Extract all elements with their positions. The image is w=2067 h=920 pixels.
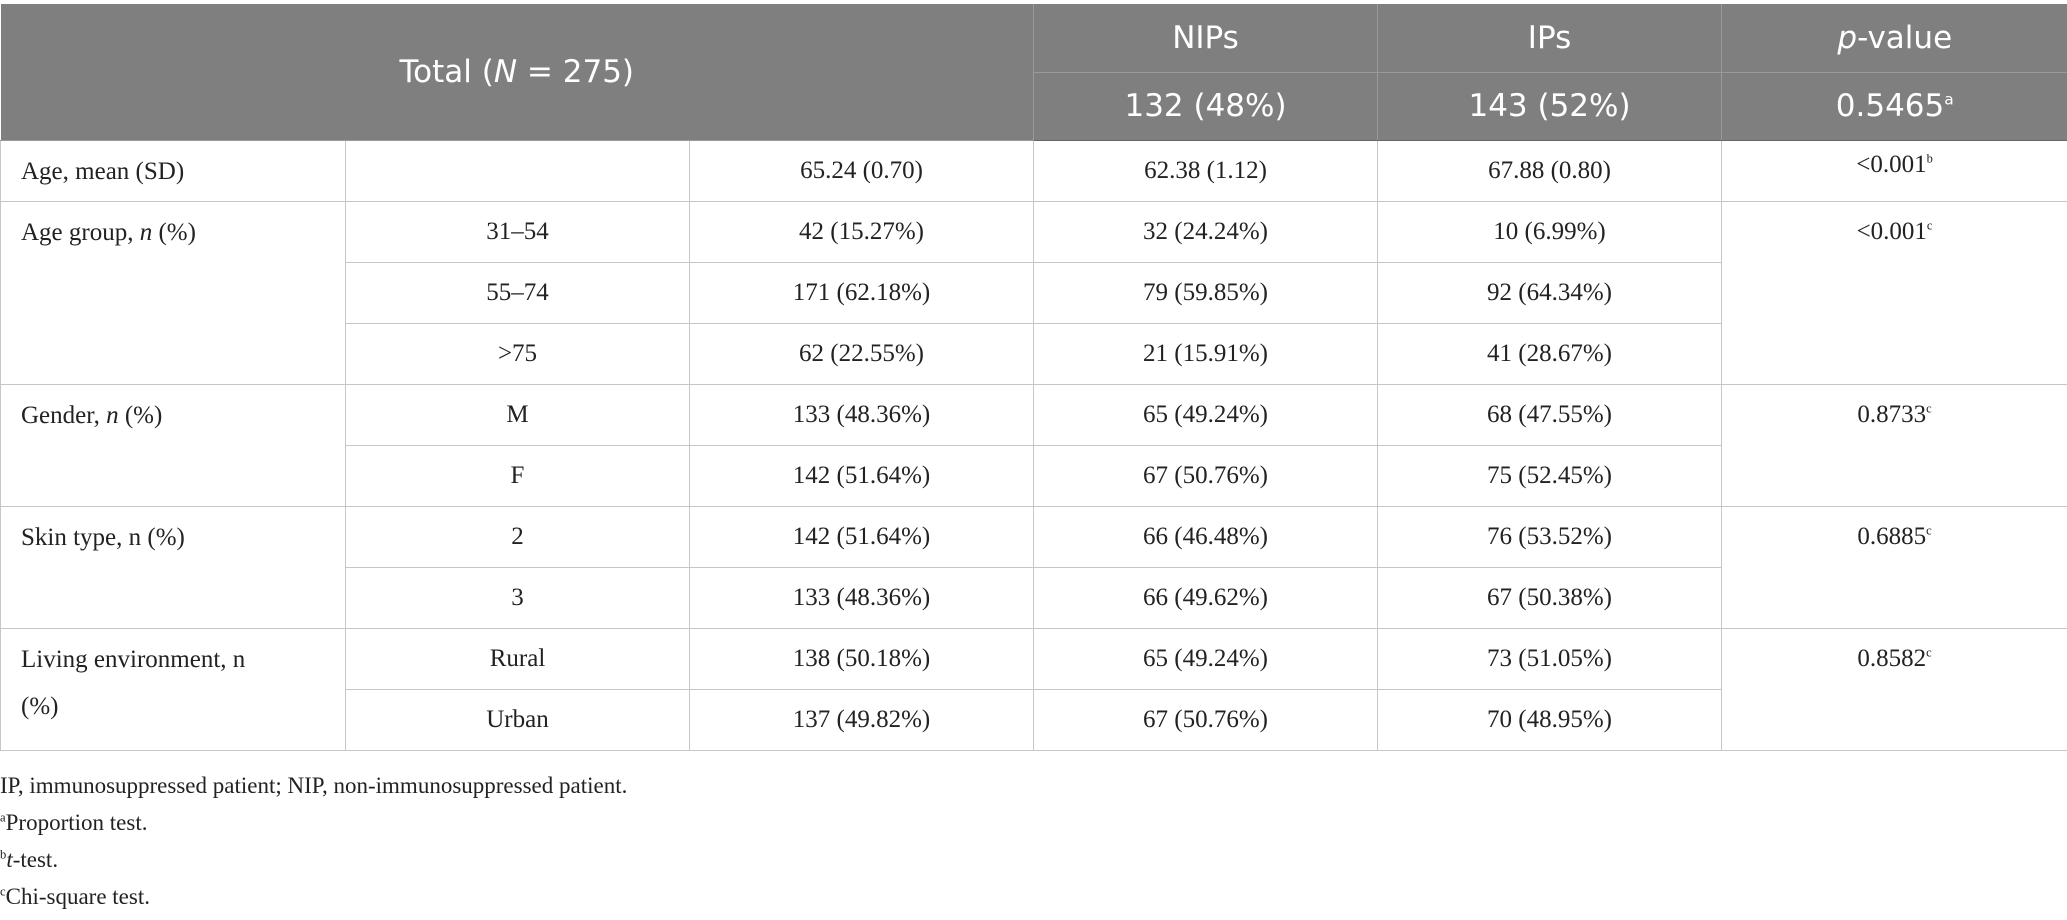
header-p-value: p-value (1722, 4, 2067, 72)
table-cell (346, 140, 690, 201)
row-label-living-environment: Living environment, n (%) (1, 628, 346, 750)
table-cell: Urban (346, 689, 690, 750)
table-cell: 3 (346, 567, 690, 628)
footnote-c: $^c$Chi-square test. (0, 884, 150, 909)
table-cell: 65.24 (0.70) (690, 140, 1034, 201)
header-ips-count: 143 (52%) (1378, 72, 1722, 140)
table-cell: 137 (49.82%) (690, 689, 1034, 750)
table-header (1, 4, 2067, 140)
table-cell: 62 (22.55%) (690, 323, 1034, 384)
header-nips: NIPs (1034, 4, 1378, 72)
table-cell: 65 (49.24%) (1034, 384, 1378, 445)
row-label-age-mean: Age, mean (SD) (1, 140, 346, 201)
table-cell: 68 (47.55%) (1378, 384, 1722, 445)
table-cell: 133 (48.36%) (690, 567, 1034, 628)
header-ips: IPs (1378, 4, 1722, 72)
table-row (1, 140, 2067, 201)
table-cell: 66 (49.62%) (1034, 567, 1378, 628)
p-value-cell: <0.001$^c$ (1722, 201, 2067, 384)
table-cell: 41 (28.67%) (1378, 323, 1722, 384)
table-cell: 73 (51.05%) (1378, 628, 1722, 689)
header-total: Total (N = 275) (1, 4, 1034, 140)
table-cell: 75 (52.45%) (1378, 445, 1722, 506)
table-cell: 70 (48.95%) (1378, 689, 1722, 750)
table-cell: 31–54 (346, 201, 690, 262)
table-cell: 92 (64.34%) (1378, 262, 1722, 323)
table-cell: 66 (46.48%) (1034, 506, 1378, 567)
table-cell: 67 (50.38%) (1378, 567, 1722, 628)
table-cell: 67 (50.76%) (1034, 689, 1378, 750)
footnote-abbreviations: IP, immunosuppressed patient; NIP, non-immunosuppressed patient. (0, 773, 628, 798)
demographics-table (0, 4, 2067, 751)
row-label-skin-type: Skin type, n (%) (1, 506, 346, 628)
table-cell: 67.88 (0.80) (1378, 140, 1722, 201)
table-cell: 142 (51.64%) (690, 445, 1034, 506)
row-label-gender: Gender, n (%) (1, 384, 346, 506)
table-cell: 21 (15.91%) (1034, 323, 1378, 384)
footnote-a: $^a$Proportion test. (0, 810, 148, 835)
table-cell: 79 (59.85%) (1034, 262, 1378, 323)
table-row (1, 384, 2067, 445)
table-cell: 42 (15.27%) (690, 201, 1034, 262)
table-cell: 67 (50.76%) (1034, 445, 1378, 506)
header-p-overall: 0.5465$^a$ (1722, 72, 2067, 140)
table-cell: >75 (346, 323, 690, 384)
table-cell: 62.38 (1.12) (1034, 140, 1378, 201)
table-footnotes (0, 769, 627, 917)
table-cell: 10 (6.99%) (1378, 201, 1722, 262)
table-cell: M (346, 384, 690, 445)
table-cell: F (346, 445, 690, 506)
table-cell: Rural (346, 628, 690, 689)
p-value-cell: 0.8733$^c$ (1722, 384, 2067, 506)
table-row (1, 201, 2067, 262)
table-cell: 65 (49.24%) (1034, 628, 1378, 689)
table-row (1, 506, 2067, 567)
table-cell: 142 (51.64%) (690, 506, 1034, 567)
header-nips-count: 132 (48%) (1034, 72, 1378, 140)
footnote-b: $^b$t-test. (0, 847, 59, 872)
table-cell: 138 (50.18%) (690, 628, 1034, 689)
row-label-age-group: Age group, n (%) (1, 201, 346, 384)
table-cell: 133 (48.36%) (690, 384, 1034, 445)
table-row (1, 628, 2067, 689)
table-cell: 55–74 (346, 262, 690, 323)
p-value-cell: <0.001$^b$ (1722, 140, 2067, 201)
table-cell: 32 (24.24%) (1034, 201, 1378, 262)
table-cell: 171 (62.18%) (690, 262, 1034, 323)
p-value-cell: 0.8582$^c$ (1722, 628, 2067, 750)
p-value-cell: 0.6885$^c$ (1722, 506, 2067, 628)
table-cell: 2 (346, 506, 690, 567)
table-cell: 76 (53.52%) (1378, 506, 1722, 567)
